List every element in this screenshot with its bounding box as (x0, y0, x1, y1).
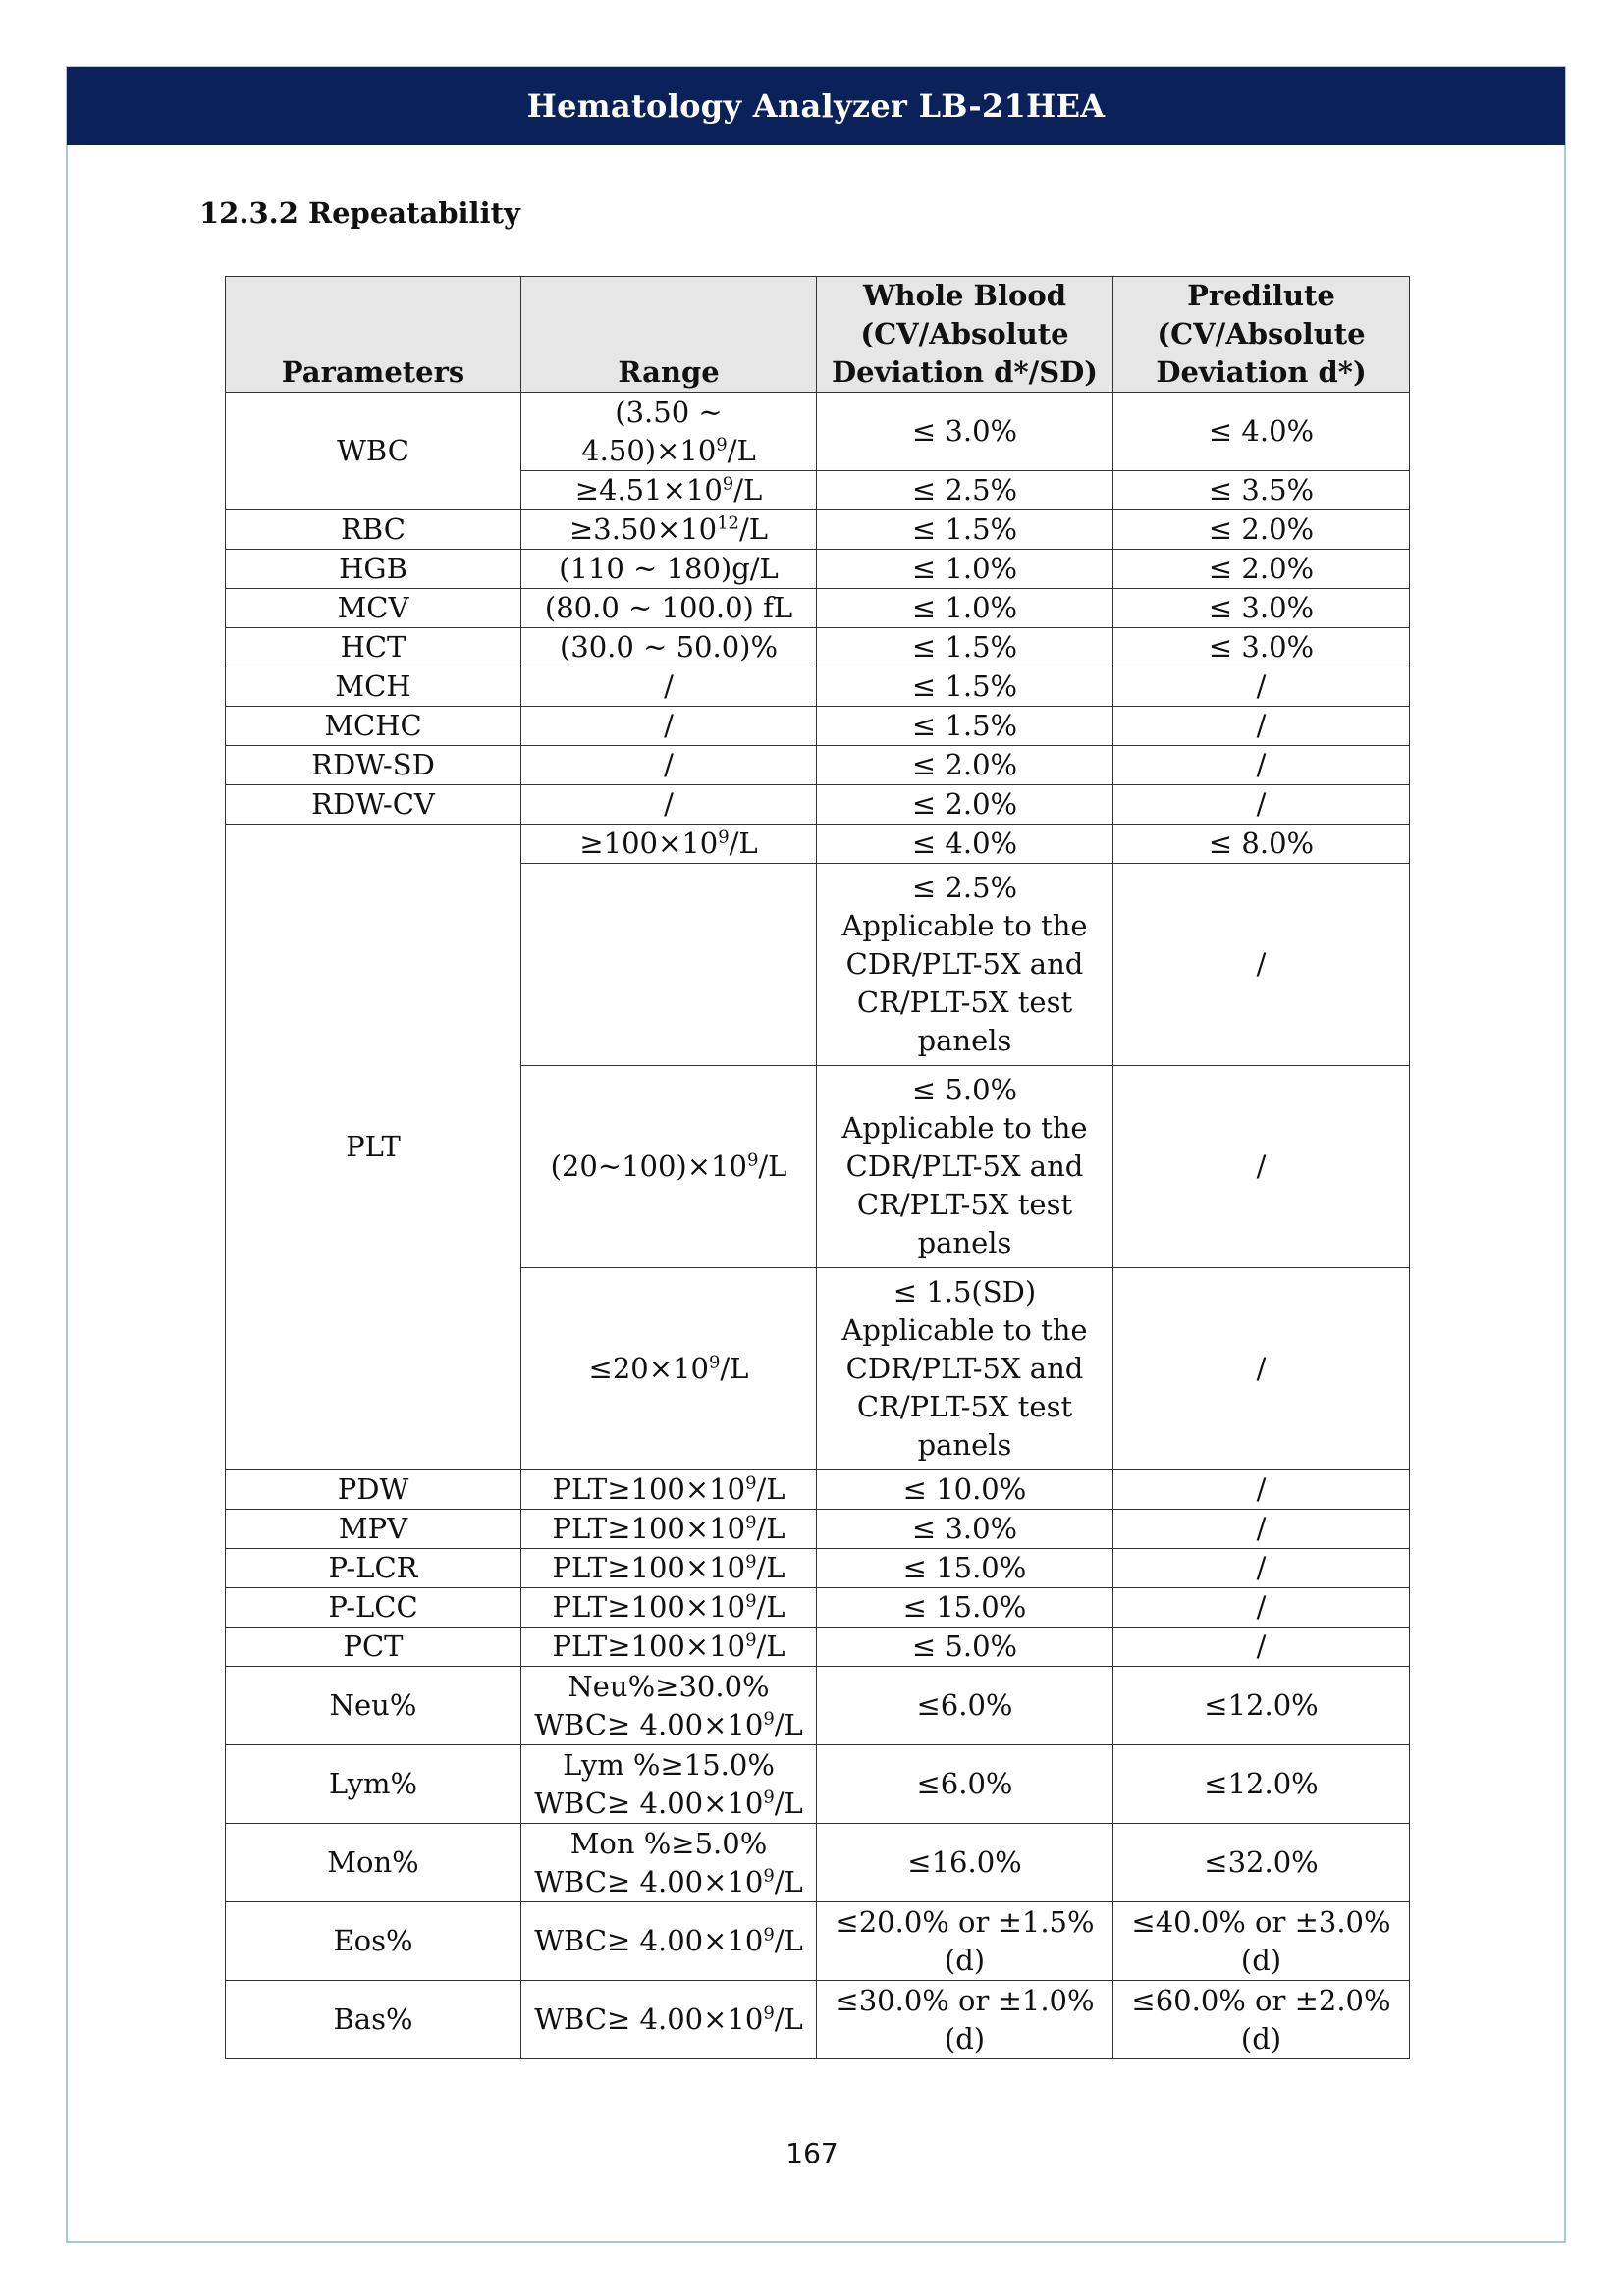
table-header-row (226, 277, 1410, 393)
table-row (226, 1981, 1410, 2059)
table-row (226, 1902, 1410, 1981)
table-row (226, 1588, 1410, 1628)
param-cell: RDW-CV (226, 785, 521, 825)
whole-blood-cell: ≤ 5.0% (817, 1628, 1113, 1667)
predilute-cell: ≤ 2.0% (1113, 510, 1410, 550)
range-cell: Neu%≥30.0% $WBC\ge 4.00\times 10^9/L$ (521, 1667, 817, 1745)
predilute-cell: / (1113, 1470, 1410, 1510)
table-row (226, 1824, 1410, 1902)
param-cell: Eos% (226, 1902, 521, 1981)
range-cell: $\ge 4.51\times 10^9/L$ (521, 471, 817, 510)
whole-blood-cell: ≤ 10.0% (817, 1470, 1113, 1510)
predilute-cell: / (1113, 1268, 1410, 1470)
page-number: 167 (785, 2137, 839, 2169)
whole-blood-cell: ≤ 1.5% (817, 628, 1113, 667)
whole-blood-cell: ≤ 3.0% (817, 393, 1113, 471)
whole-blood-cell: ≤ 5.0% Applicable to the CDR/PLT-5X and CR/PLT-5X test panels (817, 1066, 1113, 1268)
header-predilute: Predilute (CV/Absolute Deviation d*) (1113, 277, 1410, 393)
range-cell: $PLT\ge 100\times 10^9/L$ (521, 1510, 817, 1549)
header-range: Range (521, 277, 817, 393)
param-cell: Lym% (226, 1745, 521, 1824)
range-cell: $\ge 100\times 10^9/L$ (521, 825, 817, 864)
table-row (226, 1470, 1410, 1510)
range-cell: $PLT\ge 100\times 10^9/L$ (521, 1628, 817, 1667)
param-cell: P-LCR (226, 1549, 521, 1588)
table-row (226, 393, 1410, 471)
param-cell: MCHC (226, 707, 521, 746)
predilute-cell: ≤ 3.5% (1113, 471, 1410, 510)
predilute-cell: ≤ 4.0% (1113, 393, 1410, 471)
whole-blood-cell: ≤ 1.0% (817, 589, 1113, 628)
predilute-cell: / (1113, 746, 1410, 785)
table-row (226, 707, 1410, 746)
table-row (226, 1549, 1410, 1588)
table-row (226, 550, 1410, 589)
param-cell: HCT (226, 628, 521, 667)
whole-blood-cell: ≤20.0% or ±1.5%(d) (817, 1902, 1113, 1981)
range-cell: (3.50 ~ $4.50)\times 10^9/L$ (521, 393, 817, 471)
table-row (226, 1745, 1410, 1824)
whole-blood-cell: ≤6.0% (817, 1745, 1113, 1824)
whole-blood-cell: ≤ 1.0% (817, 550, 1113, 589)
repeatability-table (225, 276, 1410, 2059)
param-cell: Neu% (226, 1667, 521, 1745)
predilute-cell: ≤ 3.0% (1113, 628, 1410, 667)
whole-blood-cell: ≤ 1.5% (817, 707, 1113, 746)
range-cell: / (521, 707, 817, 746)
predilute-cell: ≤60.0% or ±2.0%(d) (1113, 1981, 1410, 2059)
table-row (226, 628, 1410, 667)
whole-blood-cell: ≤ 4.0% (817, 825, 1113, 864)
predilute-cell: ≤12.0% (1113, 1745, 1410, 1824)
whole-blood-cell: ≤ 1.5% (817, 667, 1113, 707)
predilute-cell: ≤12.0% (1113, 1667, 1410, 1745)
range-cell: (110 ~ 180)g/L (521, 550, 817, 589)
predilute-cell: / (1113, 1066, 1410, 1268)
range-cell: $PLT\ge 100\times 10^9/L$ (521, 1549, 817, 1588)
range-cell: Mon %≥5.0% $WBC\ge 4.00\times 10^9/L$ (521, 1824, 817, 1902)
param-cell: PDW (226, 1470, 521, 1510)
predilute-cell: / (1113, 1628, 1410, 1667)
predilute-cell: / (1113, 785, 1410, 825)
range-cell: $(20\sim 100)\times 10^9/L$ (521, 1066, 817, 1268)
range-cell: (30.0 ~ 50.0)% (521, 628, 817, 667)
whole-blood-cell: ≤ 2.0% (817, 785, 1113, 825)
param-cell: HGB (226, 550, 521, 589)
range-cell: $PLT\ge 100\times 10^9/L$ (521, 1588, 817, 1628)
predilute-cell: / (1113, 1549, 1410, 1588)
whole-blood-cell: ≤ 1.5% (817, 510, 1113, 550)
document-title: Hematology Analyzer LB-21HEA (526, 87, 1106, 125)
table-row (226, 667, 1410, 707)
predilute-cell: / (1113, 1588, 1410, 1628)
predilute-cell: / (1113, 667, 1410, 707)
param-cell: P-LCC (226, 1588, 521, 1628)
predilute-cell: / (1113, 707, 1410, 746)
range-cell (521, 864, 817, 1066)
param-cell: MCV (226, 589, 521, 628)
table-row (226, 825, 1410, 864)
predilute-cell: ≤ 2.0% (1113, 550, 1410, 589)
range-cell: Lym %≥15.0% $WBC\ge 4.00\times 10^9/L$ (521, 1745, 817, 1824)
whole-blood-cell: ≤6.0% (817, 1667, 1113, 1745)
header-parameters: Parameters (226, 277, 521, 393)
table-row (226, 589, 1410, 628)
param-cell: PLT (226, 825, 521, 1470)
range-cell: $WBC\ge 4.00\times 10^9/L$ (521, 1981, 817, 2059)
param-cell: Bas% (226, 1981, 521, 2059)
whole-blood-cell: ≤ 2.0% (817, 746, 1113, 785)
predilute-cell: ≤40.0% or ±3.0%(d) (1113, 1902, 1410, 1981)
range-cell: $\ge 3.50\times 10^{12}/L$ (521, 510, 817, 550)
range-cell: $WBC\ge 4.00\times 10^9/L$ (521, 1902, 817, 1981)
predilute-cell: ≤ 3.0% (1113, 589, 1410, 628)
range-cell: $PLT\ge 100\times 10^9/L$ (521, 1470, 817, 1510)
param-cell: PCT (226, 1628, 521, 1667)
range-cell: / (521, 785, 817, 825)
table-row (226, 785, 1410, 825)
table-row (226, 1628, 1410, 1667)
predilute-cell: / (1113, 1510, 1410, 1549)
header-banner (67, 67, 1565, 145)
param-cell: MPV (226, 1510, 521, 1549)
table-row (226, 746, 1410, 785)
whole-blood-cell: ≤ 15.0% (817, 1588, 1113, 1628)
whole-blood-cell: ≤ 1.5(SD) Applicable to the CDR/PLT-5X and CR/PLT-5X test panels (817, 1268, 1113, 1470)
whole-blood-cell: ≤ 15.0% (817, 1549, 1113, 1588)
range-cell: (80.0 ~ 100.0) fL (521, 589, 817, 628)
table-row (226, 510, 1410, 550)
param-cell: Mon% (226, 1824, 521, 1902)
header-whole-blood: Whole Blood (CV/Absolute Deviation d*/SD) (817, 277, 1113, 393)
whole-blood-cell: ≤ 2.5% Applicable to the CDR/PLT-5X and CR/PLT-5X test panels (817, 864, 1113, 1066)
predilute-cell: / (1113, 864, 1410, 1066)
param-cell: RDW-SD (226, 746, 521, 785)
whole-blood-cell: ≤ 3.0% (817, 1510, 1113, 1549)
range-cell: / (521, 746, 817, 785)
range-cell: / (521, 667, 817, 707)
param-cell: MCH (226, 667, 521, 707)
section-title: 12.3.2 Repeatability (199, 196, 520, 230)
predilute-cell: ≤ 8.0% (1113, 825, 1410, 864)
table-row (226, 1667, 1410, 1745)
param-cell: WBC (226, 393, 521, 510)
table-row (226, 1510, 1410, 1549)
whole-blood-cell: ≤16.0% (817, 1824, 1113, 1902)
whole-blood-cell: ≤ 2.5% (817, 471, 1113, 510)
param-cell: RBC (226, 510, 521, 550)
whole-blood-cell: ≤30.0% or ±1.0%(d) (817, 1981, 1113, 2059)
predilute-cell: ≤32.0% (1113, 1824, 1410, 1902)
range-cell: $\le 20\times 10^9/L$ (521, 1268, 817, 1470)
